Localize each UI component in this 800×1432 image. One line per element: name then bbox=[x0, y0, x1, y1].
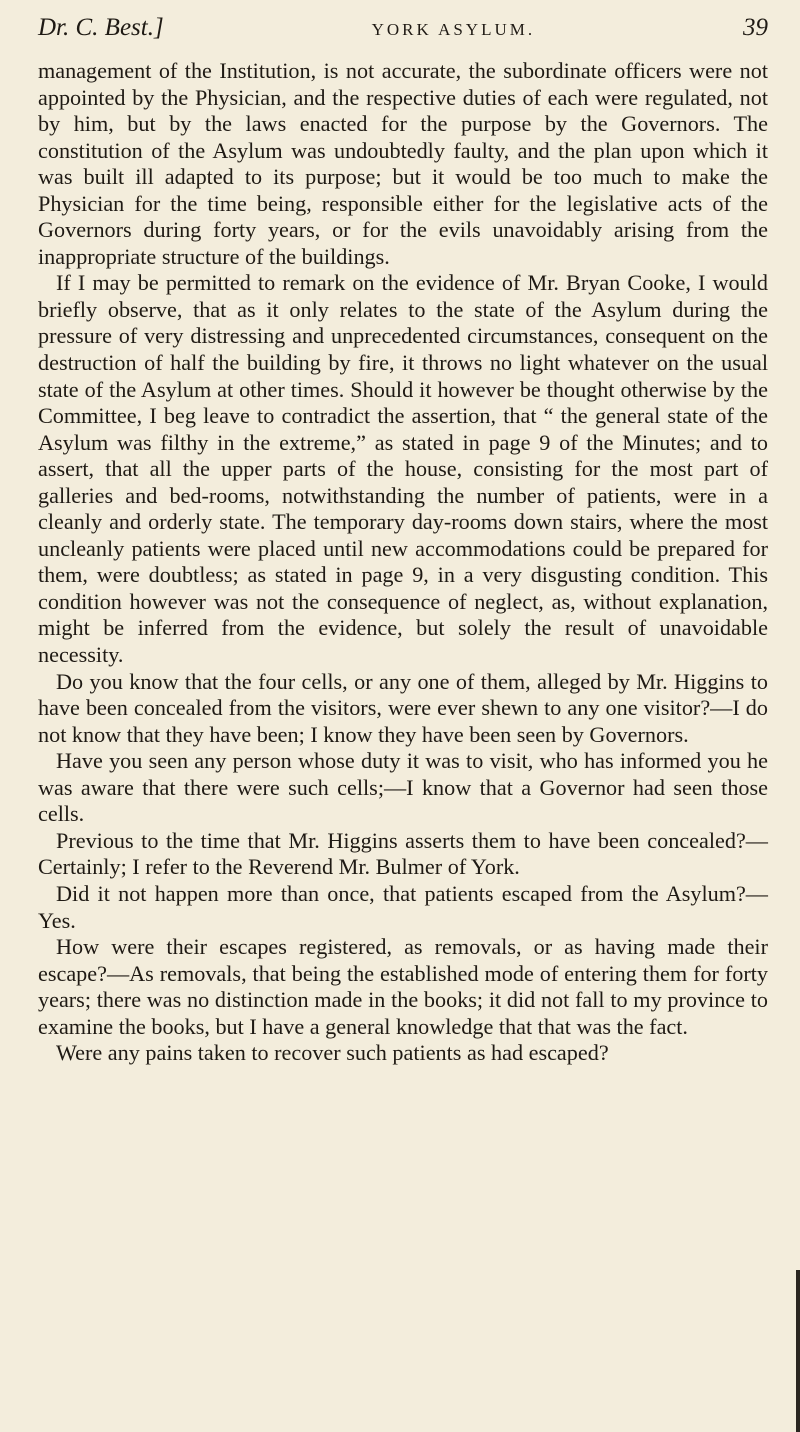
paragraph: Do you know that the four cells, or any one of them, alleged by Mr. Higgins to have been concealed from the visitors, were ever shewn to any one visitor?—I do not know that they have been; I know they have been seen by Governors. bbox=[38, 668, 768, 747]
book-page bbox=[38, 14, 768, 1067]
paragraph: Did it not happen more than once, that patients escaped from the Asylum?—Yes. bbox=[38, 880, 768, 933]
paragraph: Previous to the time that Mr. Higgins asserts them to have been concealed?—Certainly; I refer to the Reverend Mr. Bulmer of York. bbox=[38, 827, 768, 880]
paragraph: How were their escapes registered, as removals, or as having made their escape?—As removals, that being the established mode of entering them for forty years; there was no distinction made in the books; it did not fall to my province to examine the books, but I have a general knowledge that that was the fact. bbox=[38, 934, 768, 1039]
paragraph: Have you seen any person whose duty it was to visit, who has informed you he was aware that there were such cells;—I know that a Governor had seen those cells. bbox=[38, 748, 768, 827]
page-number: 39 bbox=[743, 14, 768, 41]
page-edge-shadow bbox=[796, 1270, 800, 1432]
paragraph: management of the Institution, is not accurate, the subordinate officers were not appointed by the Physician, and the respective duties of each were regulated, not by him, but by the laws enacted for the purpose by the Governors. The constitution of the Asylum was undoubtedly faulty, and the plan upon which it was built ill adapted to its purpose; but it would be too much to make the Physician for the time being, responsible either for the legislative acts of the Governors during forty years, or for the evils unavoidably arising from the inappropriate structure of the buildings. bbox=[38, 58, 768, 269]
running-header bbox=[38, 14, 768, 58]
header-author: Dr. C. Best.] bbox=[38, 14, 164, 41]
body-text bbox=[38, 58, 768, 1067]
paragraph: If I may be permitted to remark on the evidence of Mr. Bryan Cooke, I would briefly observe, that as it only relates to the state of the Asylum during the pressure of very distressing and unprecedented circumstances, consequent on the destruction of half the building by fire, it throws no light whatever on the usual state of the Asylum at other times. Should it however be thought otherwise by the Committee, I beg leave to contradict the assertion, that “ the general state of the Asylum was filthy in the extreme,” as stated in page 9 of the Minutes; and to assert, that all the upper parts of the house, consisting for the most part of galleries and bed-rooms, notwithstanding the number of patients, were in a cleanly and orderly state. The temporary day-rooms down stairs, where the most uncleanly patients were placed until new accommodations could be prepared for them, were doubtless; as stated in page 9, in a very disgusting condition. This condition however was not the consequence of neglect, as, without explanation, might be inferred from the evidence, but solely the result of unavoidable necessity. bbox=[38, 270, 768, 668]
paragraph: Were any pains taken to recover such patients as had escaped? bbox=[56, 1040, 609, 1066]
header-title: YORK ASYLUM. bbox=[371, 20, 536, 39]
